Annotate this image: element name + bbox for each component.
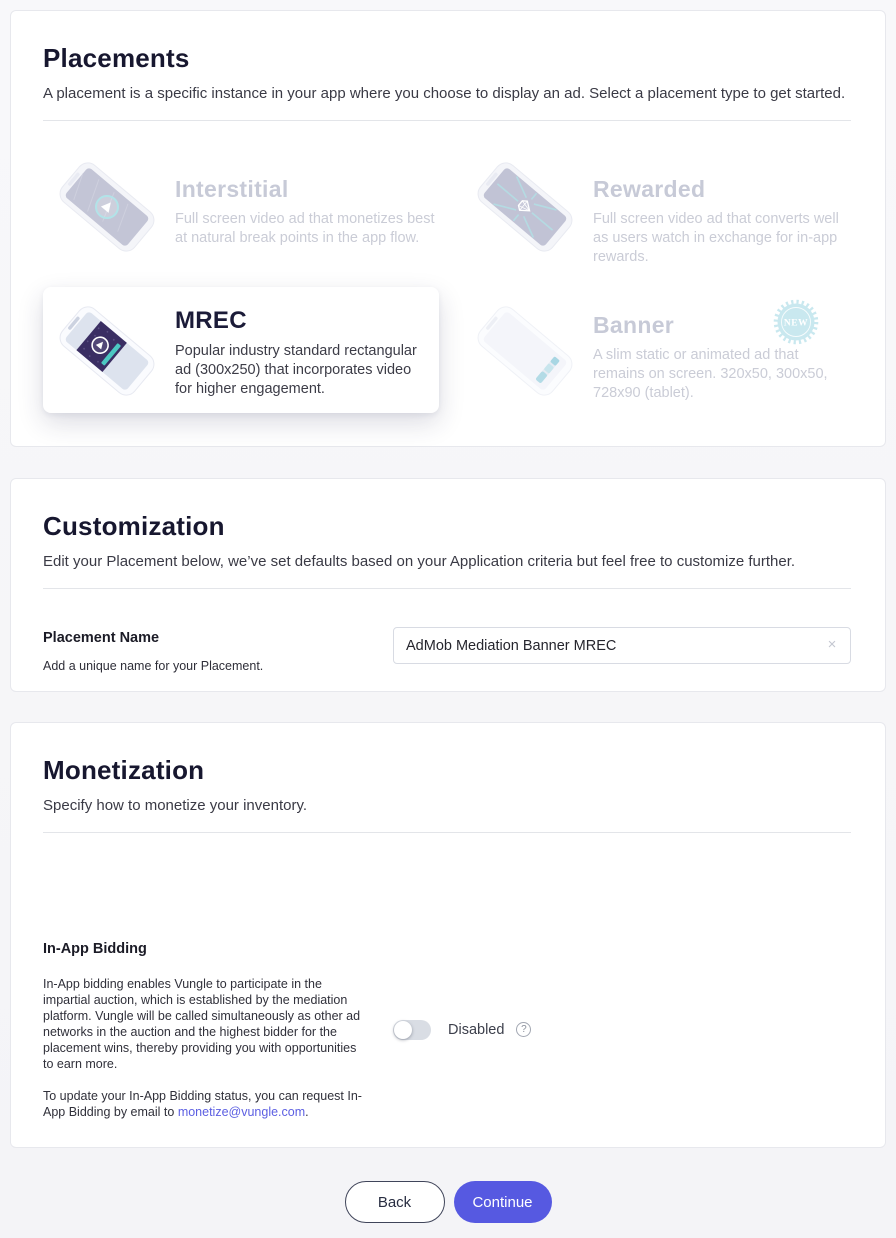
- bidding-status-text: Disabled: [448, 1021, 505, 1038]
- placement-name-label: Placement Name: [43, 630, 160, 646]
- in-app-bidding-note-suffix: .: [305, 1105, 309, 1119]
- placements-title: Placements: [43, 43, 190, 73]
- option-description-interstitial: Full screen video ad that monetizes best at natural break points in the app flow.: [175, 211, 435, 246]
- monetization-card: [10, 722, 886, 1148]
- in-app-bidding-toggle[interactable]: [393, 1020, 431, 1040]
- option-title-interstitial: Interstitial: [175, 176, 289, 202]
- placement-option-banner[interactable]: [461, 287, 857, 413]
- in-app-bidding-note: [43, 1088, 365, 1120]
- customization-card: [10, 478, 886, 692]
- clear-input-icon[interactable]: ×: [827, 636, 837, 653]
- back-button[interactable]: Back: [345, 1181, 445, 1223]
- placements-description: A placement is a specific instance in your app where you choose to display an ad. Select a placement type to get started.: [43, 85, 846, 102]
- new-badge: [773, 299, 819, 345]
- in-app-bidding-description: In-App bidding enables Vungle to participate in the impartial auction, which is established by the mediation platform. Vungle will be called simultaneously as other ad networks in the auction and the highest bidder for the placement wins, thereby providing you with opportunities to earn more.: [43, 977, 361, 1071]
- banner-phone-illustration: [461, 287, 593, 413]
- placements-card: [10, 10, 886, 447]
- option-title-mrec: MREC: [175, 307, 247, 334]
- monetization-description: Specify how to monetize your inventory.: [43, 797, 308, 814]
- option-description-banner: A slim static or animated ad that remains on screen. 320x50, 300x50, 728x90 (tablet).: [593, 347, 828, 401]
- option-title-rewarded: Rewarded: [593, 176, 706, 202]
- help-icon[interactable]: ?: [516, 1022, 531, 1037]
- section-divider: [43, 832, 851, 833]
- monetize-email-link[interactable]: monetize@vungle.com: [177, 1105, 306, 1119]
- customization-description: Edit your Placement below, we’ve set defaults based on your Application criteria but feel free to customize further.: [43, 553, 796, 570]
- in-app-bidding-note-prefix: To update your In-App Bidding status, you can request In-App Bidding by email to: [43, 1089, 362, 1119]
- new-badge-label: NEW: [783, 318, 809, 329]
- section-divider: [43, 588, 851, 589]
- placement-name-input[interactable]: [393, 627, 851, 664]
- mrec-phone-illustration: [43, 287, 175, 413]
- monetization-title: Monetization: [43, 755, 205, 785]
- toggle-knob: [394, 1021, 412, 1039]
- continue-button[interactable]: Continue: [454, 1181, 552, 1223]
- rewarded-phone-illustration: [461, 151, 593, 271]
- option-title-banner: Banner: [593, 312, 675, 338]
- customization-title: Customization: [43, 511, 225, 541]
- section-divider: [43, 120, 851, 121]
- placement-name-helper: Add a unique name for your Placement.: [43, 659, 264, 673]
- footer-actions: [0, 1181, 896, 1223]
- placement-option-rewarded[interactable]: [461, 151, 857, 271]
- option-description-rewarded: Full screen video ad that converts well as users watch in exchange for in-app rewards.: [593, 211, 839, 265]
- placement-option-mrec-selected[interactable]: [43, 287, 439, 413]
- in-app-bidding-label: In-App Bidding: [43, 941, 147, 957]
- interstitial-phone-illustration: [43, 151, 175, 271]
- option-description-mrec: Popular industry standard rectangular ad (300x250) that incorporates video for higher engagement.: [175, 343, 417, 397]
- placement-option-interstitial[interactable]: [43, 151, 439, 271]
